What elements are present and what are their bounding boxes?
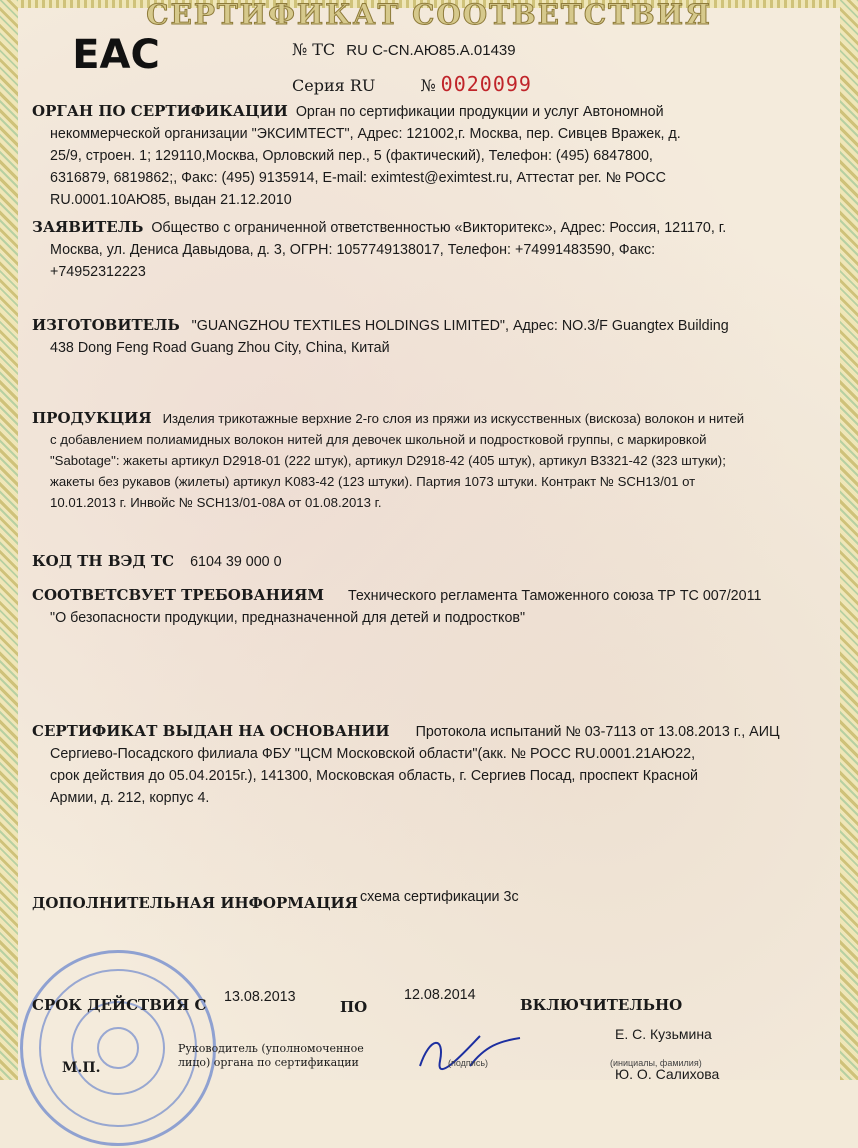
certificate-title: СЕРТИФИКАТ СООТВЕТСТВИЯ — [146, 0, 712, 31]
basis-label: СЕРТИФИКАТ ВЫДАН НА ОСНОВАНИИ — [32, 722, 390, 740]
extra-value: схема сертификации 3с — [360, 889, 519, 905]
product-line: "Sabotage": жакеты артикул D2918-01 (222 штук), артикул D2918-42 (405 штук), артикул B3321-42 (323 штуки); — [50, 453, 726, 468]
basis-line: срок действия до 05.04.2015г.), 141300, Московская область, г. Сергиев Посад, проспект Красной — [50, 768, 699, 784]
basis-line: Сергиево-Посадского филиала ФБУ "ЦСМ Московской области"(акк. № РОСС RU.0001.21АЮ22, — [50, 746, 696, 762]
head-name: Е. С. Кузьмина — [615, 1026, 712, 1042]
section-conforms — [32, 584, 822, 629]
section-manufacturer — [32, 314, 822, 359]
signature-caption: (подпись) — [448, 1058, 489, 1068]
certificate-number-line — [292, 40, 516, 59]
product-line: жакеты без рукавов (жилеты) артикул K083-42 (123 штуки). Партия 1073 штуки. Контракт № SCH13/01 от — [50, 474, 696, 489]
applicant-line: Москва, ул. Дениса Давыдова, д. 3, ОГРН: 1057749138017, Телефон: +74991483590, Факс: — [50, 242, 656, 258]
validity-inclusive: ВКЛЮЧИТЕЛЬНО — [520, 996, 683, 1014]
manufacturer-line: "GUANGZHOU TEXTILES HOLDINGS LIMITED", Адрес: NO.3/F Guangtex Building — [191, 318, 729, 334]
organ-line: Орган по сертификации продукции и услуг Автономной — [295, 104, 664, 120]
code-label: КОД ТН ВЭД ТС — [32, 552, 175, 570]
series-label: Серия — [292, 76, 345, 95]
certificate-number: RU C-CN.АЮ85.А.01439 — [346, 42, 516, 59]
number-label: № ТС — [292, 40, 336, 59]
organ-line: RU.0001.10АЮ85, выдан 21.12.2010 — [50, 192, 292, 208]
section-organ — [32, 100, 822, 211]
series-no-label: № — [420, 76, 436, 95]
basis-line: Армии, д. 212, корпус 4. — [50, 790, 210, 806]
applicant-line: Общество с ограниченной ответственностью «Викторитекс», Адрес: Россия, 121170, г. — [151, 220, 727, 236]
basis-line: Протокола испытаний № 03-7113 от 13.08.2013 г., АИЦ — [415, 724, 780, 740]
conforms-line: Технического регламента Таможенного союза ТР ТС 007/2011 — [347, 588, 762, 604]
series-line — [292, 72, 532, 96]
applicant-line: +74952312223 — [50, 264, 146, 280]
signature-icon — [410, 1026, 530, 1076]
series-number: 0020099 — [440, 72, 532, 96]
expert-name: Ю. О. Салихова — [615, 1066, 720, 1082]
section-extra — [32, 892, 358, 915]
applicant-label: ЗАЯВИТЕЛЬ — [32, 218, 144, 236]
product-line: с добавлением полиамидных волокон нитей для девочек школьной и подростковой группы, с маркировкой — [50, 432, 707, 447]
manufacturer-label: ИЗГОТОВИТЕЛЬ — [32, 316, 180, 334]
validity-from: 13.08.2013 — [224, 989, 296, 1005]
manufacturer-line: 438 Dong Feng Road Guang Zhou City, China, Китай — [50, 340, 390, 356]
organ-label: ОРГАН ПО СЕРТИФИКАЦИИ — [32, 102, 288, 120]
left-ornament-border — [0, 0, 18, 1080]
product-label: ПРОДУКЦИЯ — [32, 409, 152, 427]
conforms-label: СООТВЕТСВУЕТ ТРЕБОВАНИЯМ — [32, 586, 324, 604]
section-product — [32, 408, 832, 513]
conforms-line: "О безопасности продукции, предназначенной для детей и подростков" — [50, 610, 526, 626]
section-applicant — [32, 216, 822, 283]
product-line: Изделия трикотажные верхние 2-го слоя из пряжи из искусственных (вискоза) волокон и нитей — [162, 411, 745, 426]
series-value: RU — [349, 76, 376, 95]
organ-line: некоммерческой организации "ЭКСИМТЕСТ", Адрес: 121002,г. Москва, пер. Сивцев Вражек, д. — [50, 126, 681, 142]
validity-to-label: ПО — [340, 998, 368, 1016]
mp-label: М.П. — [62, 1060, 101, 1076]
svg-text:EAC: EAC — [72, 32, 160, 78]
validity-to: 12.08.2014 — [404, 987, 476, 1003]
organ-line: 6316879, 6819862;, Факс: (495) 9135914, E-mail: eximtest@eximtest.ru, Аттестат рег. № РОСС — [50, 170, 666, 186]
eac-logo-icon — [72, 22, 160, 78]
validity-label: СРОК ДЕЙСТВИЯ С — [32, 996, 207, 1014]
right-ornament-border — [840, 0, 858, 1080]
section-code — [32, 550, 282, 573]
code-value: 6104 39 000 0 — [190, 554, 282, 570]
head-label: Руководитель (уполномоченное лицо) органа по сертификации — [178, 1042, 364, 1069]
product-line: 10.01.2013 г. Инвойс № SCH13/01-08A от 01.08.2013 г. — [50, 495, 382, 510]
name-caption: (инициалы, фамилия) — [610, 1058, 702, 1068]
extra-label: ДОПОЛНИТЕЛЬНАЯ ИНФОРМАЦИЯ — [32, 894, 358, 912]
organ-line: 25/9, строен. 1; 129110,Москва, Орловский пер., 5 (фактический), Телефон: (495) 6847800, — [50, 148, 653, 164]
section-basis — [32, 720, 822, 809]
